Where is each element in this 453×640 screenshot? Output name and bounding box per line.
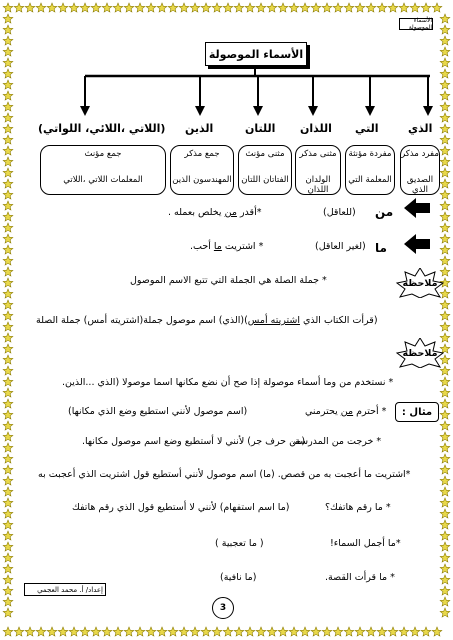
pronoun-5: الذين [185,122,214,135]
page-title: الأسماء الموصولة [205,42,307,66]
man-note: (للعاقل) [323,207,356,218]
ma-label: ما [375,241,387,255]
example1: * أحترم من يحترمني [305,406,387,417]
example5: *ما أجمل السماء! [330,538,401,549]
pronoun-4: اللتان [245,122,276,135]
arrow-left-icon [404,198,430,218]
example1-note: (اسم موصول لأنني استطيع وضع الذي مكانها) [68,406,248,417]
pronoun-6: (اللاتي ،اللائي، اللواتي) [38,122,166,135]
example6: * ما قرأت القصة. [325,572,395,583]
card-masc-singular: مفرد مذكر الصديق الذي [400,145,440,195]
example2: * خرجت من المدرسة. [292,436,382,447]
example4-note: (ما اسم استفهام) لأنني لا أستطيع قول الذي رقم هاتفك [72,502,290,513]
note-badge-1: ملاحظة [402,277,438,289]
ma-example: * اشتريت ما أحب. [190,241,264,252]
note2-text: * نستخدم من وما أسماء موصولة إذا صح أن نضع مكانها اسما موصولا (الذي ...الذين. [62,377,394,388]
author-tag: إعداد/ أ. محمد العجمي [24,583,106,596]
note-badge-2: ملاحظة [402,347,438,359]
example2-note: (من حرف جر) لأنني لا أستطيع وضع اسم موصول مكانها. [82,436,306,447]
ma-note: (لغير العاقل) [315,241,366,252]
card-fem-singular: مفردة مؤنثة المعلمة التي [345,145,395,195]
card-masc-plural: جمع مذكر المهندسون الذين [170,145,234,195]
man-label: من [375,205,394,219]
example6-note: (ما نافية) [220,572,257,583]
card-fem-plural: جمع مؤنث المعلمات اللاتي ،اللاتي [40,145,166,195]
pronoun-1: الذي [408,122,433,135]
pronoun-3: اللذان [300,122,332,135]
example5-note: ( ما تعجبية ) [215,538,264,549]
man-example: *أقدر من يخلص بعمله . [168,207,262,218]
example4: * ما رقم هاتفك؟ [325,502,391,513]
note1-example: (قرأت الكتاب الذي اشتريته أمس)(الذي) اسم موصول جملة(اشتريته أمس) جملة الصلة [36,315,378,326]
page-number: 3 [212,597,234,619]
arrow-left-icon [404,234,430,254]
note1-text: * جملة الصلة هي الجملة التي تتبع الاسم الموصول [130,275,327,286]
card-masc-dual: مثنى مذكر الولدان اللذان [295,145,341,195]
card-fem-dual: مثنى مؤنث الفتاتان اللتان [238,145,292,195]
example-label: مثال : [395,402,439,422]
header-tag: الأسماء الموصولة [399,18,433,30]
pronoun-2: التي [355,122,379,135]
example3: *اشتريت ما أعجبت به من قصص. (ما) اسم موصول لأنني أستطيع قول اشتريت الذي أعجبت به [38,469,411,480]
